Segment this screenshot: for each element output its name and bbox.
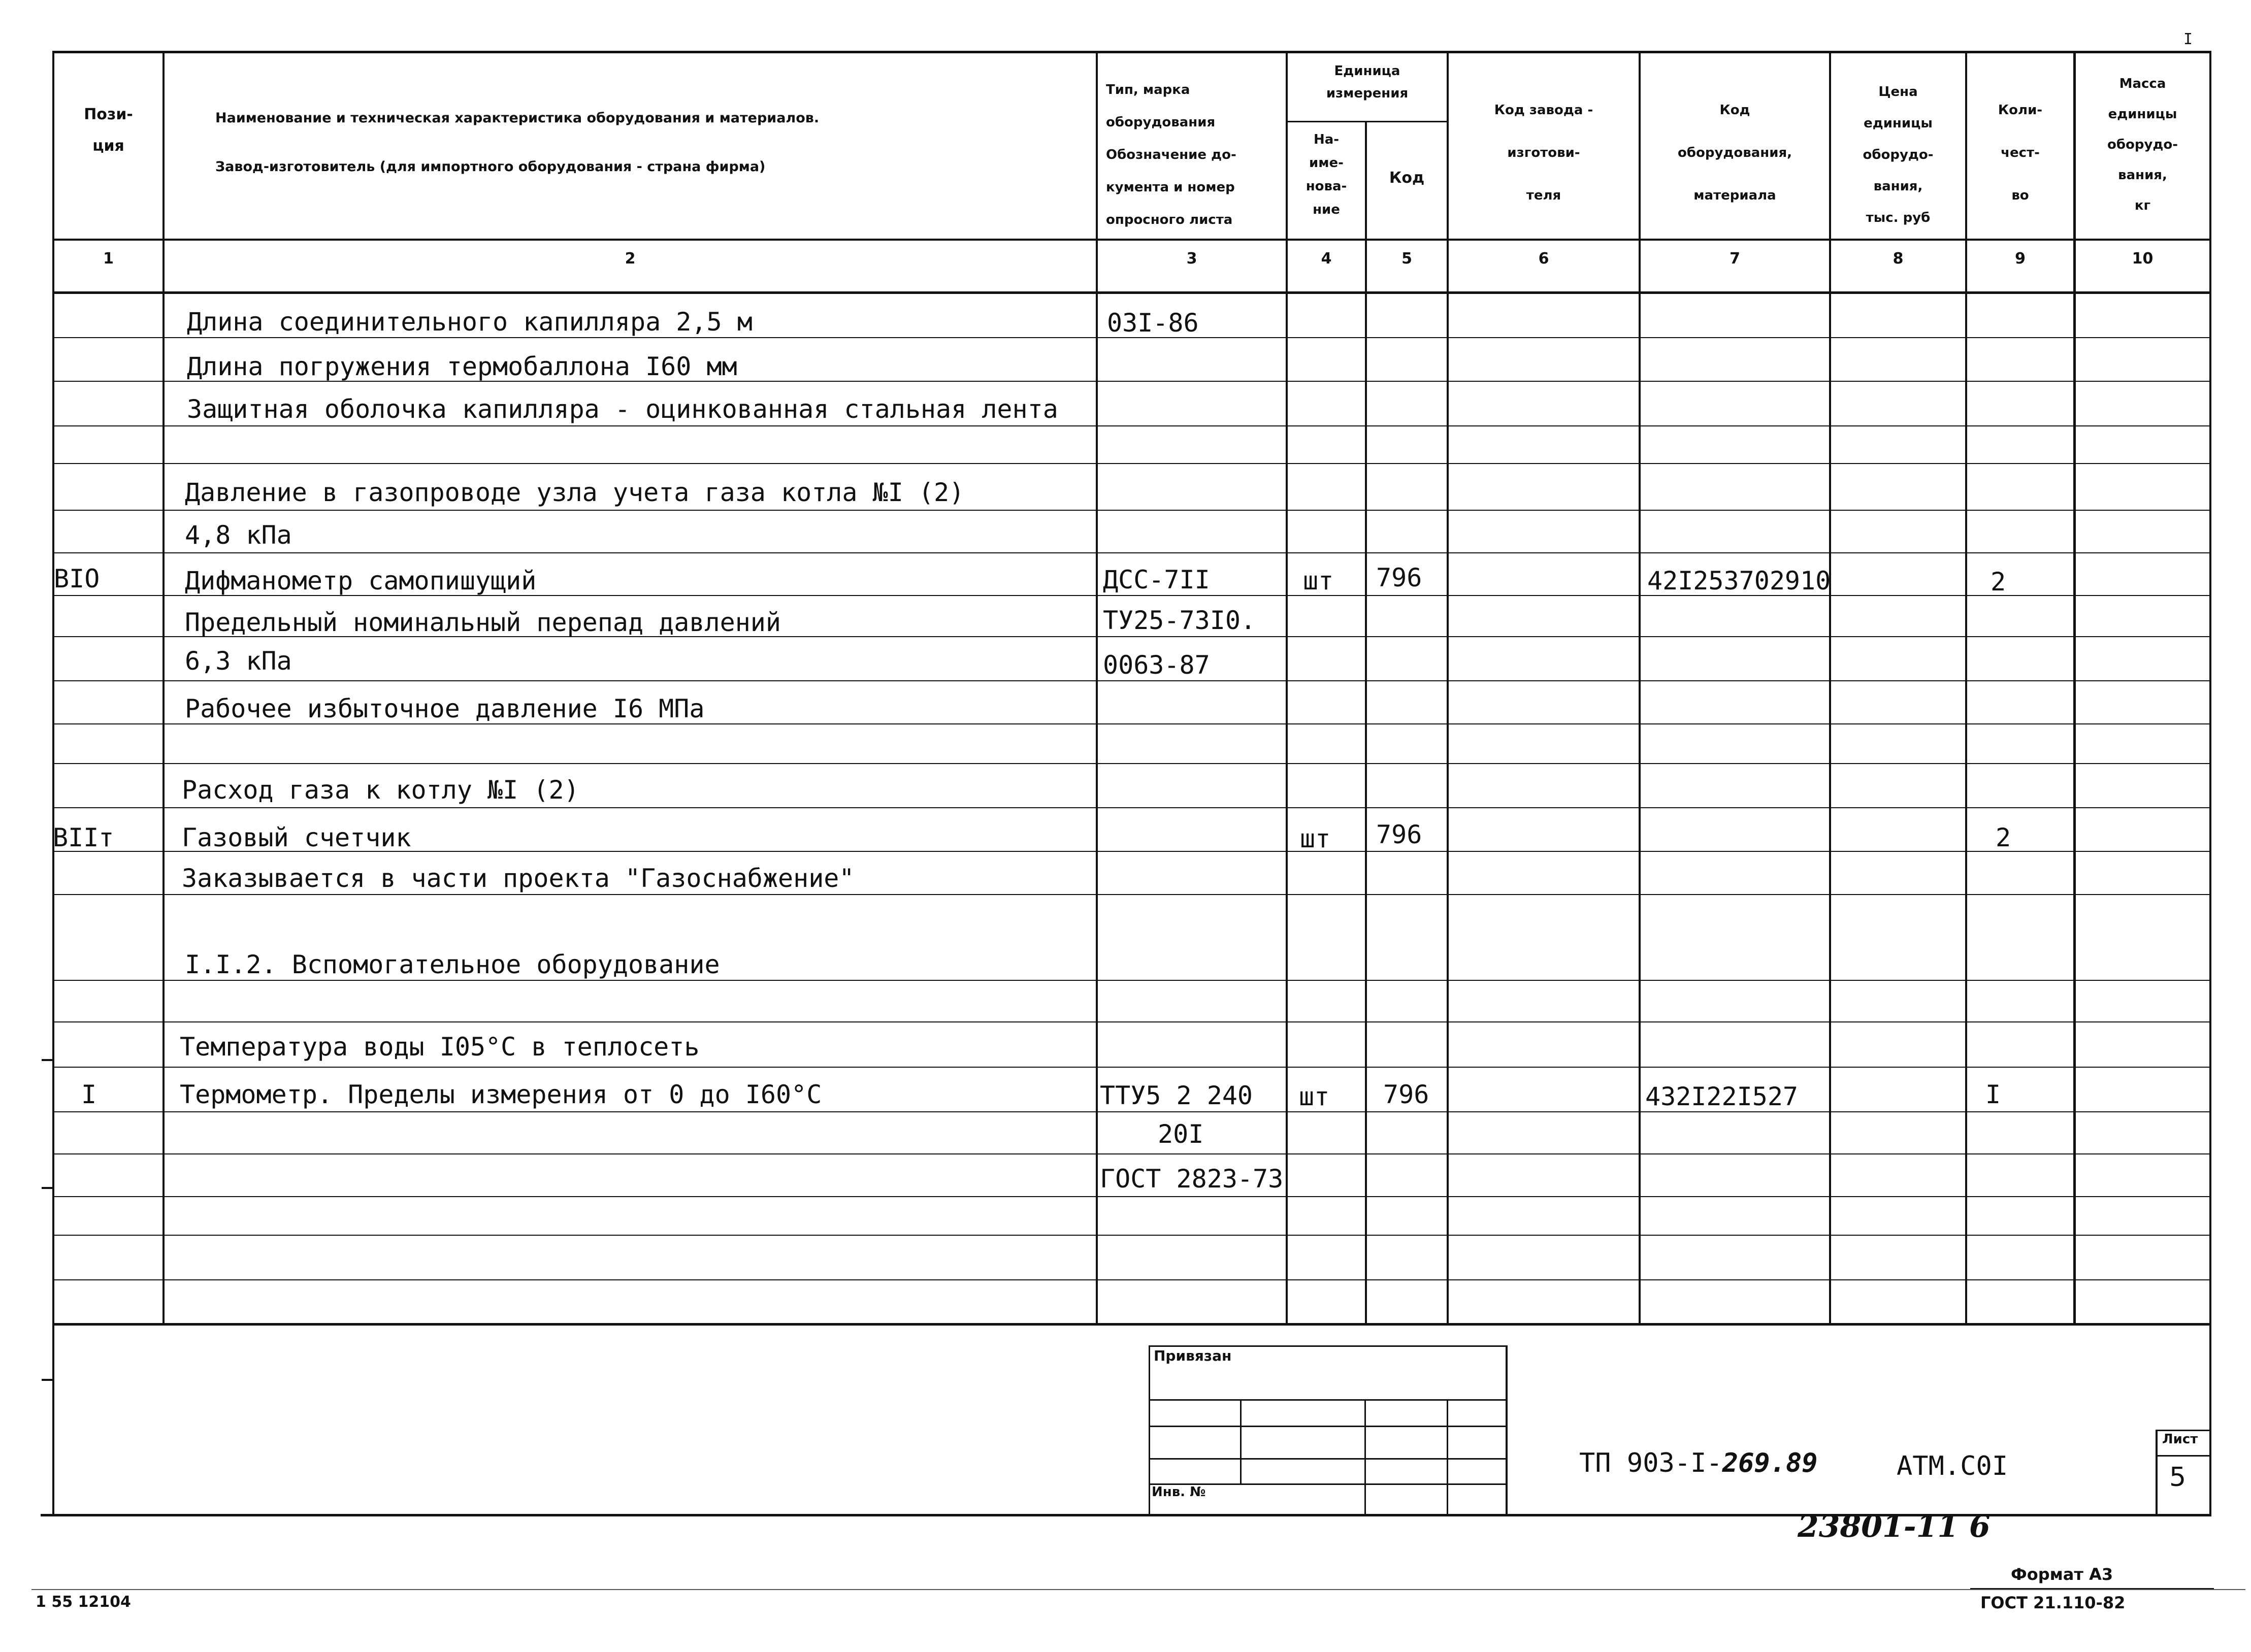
row-name: Дифманометр самопишущий <box>185 566 537 596</box>
gost-label: ГОСТ 21.110-82 <box>1980 1593 2126 1612</box>
row-name: Температура воды I05°C в теплосеть <box>180 1032 700 1062</box>
row-quantity: 2 <box>1991 567 2006 597</box>
row-name: Длина соединительного капилляра 2,5 м <box>187 307 753 337</box>
col-number: 9 <box>2015 250 2026 268</box>
row-type: ДСС-7II <box>1103 565 1210 594</box>
col-line-1 <box>162 51 165 1326</box>
col-line-3 <box>1286 51 1288 1326</box>
header-unit-code: Код <box>1389 169 1425 187</box>
header-numbers-border <box>52 291 2211 294</box>
header-unit-name: На- име- нова- ние <box>1306 132 1347 217</box>
row-name: Защитная оболочка капилляра - оцинкованная стальная лента <box>187 394 1058 424</box>
header-equipment-code: Код оборудования, материала <box>1677 103 1792 203</box>
corner-mark: I <box>2183 30 2193 48</box>
row-name: Расход газа к котлу №I (2) <box>182 775 579 805</box>
header-quantity: Коли- чест- во <box>1998 103 2043 203</box>
row-unit-code: 796 <box>1376 820 1422 849</box>
col-line-6 <box>1639 51 1641 1326</box>
row-equipment-code: 432I22I527 <box>1645 1082 1799 1111</box>
stamp-line <box>1149 1426 1507 1427</box>
document-code: ТП 903-I-269.89 <box>1579 1448 1818 1478</box>
col-line-7 <box>1829 51 1831 1326</box>
row-name: Заказывается в части проекта "Газоснабжение" <box>182 864 855 893</box>
col-number: 6 <box>1538 250 1549 268</box>
header-type: Тип, марка оборудования Обозначение до- кумента и номер опросного листа <box>1106 82 1236 227</box>
margin-tick <box>42 1187 53 1189</box>
row-unit: шт <box>1299 1082 1330 1111</box>
row-quantity: 2 <box>1996 823 2011 852</box>
row-position: BIO <box>54 564 100 593</box>
col-number: 4 <box>1321 250 1332 268</box>
col-number: 3 <box>1186 250 1197 268</box>
row-name: Длина погружения термобаллона I60 мм <box>187 352 737 381</box>
row-position: BIIт <box>53 823 114 852</box>
col-line-5 <box>1447 51 1449 1326</box>
col-number: 10 <box>2132 250 2154 268</box>
col-line-10 <box>2209 51 2211 1326</box>
stamp-col <box>1364 1399 1366 1516</box>
row-type: ТУ25-73I0. <box>1103 606 1256 635</box>
row-type: 0063-87 <box>1103 650 1210 680</box>
col-number: 7 <box>1730 250 1740 268</box>
stamp-inventory: Инв. № <box>1152 1484 1206 1500</box>
stamp-privyazan: Привязан <box>1154 1347 1232 1364</box>
row-name: 4,8 кПа <box>185 520 292 550</box>
stamp-box-left <box>1149 1345 1150 1516</box>
row-name: Термометр. Пределы измерения от 0 до I60°C <box>180 1080 822 1109</box>
row-name: Давление в газопроводе узла учета газа котла №I (2) <box>185 478 965 507</box>
col-line-2 <box>1096 51 1098 1326</box>
sheet-box-divider <box>2156 1455 2211 1457</box>
outer-right-border <box>2209 1323 2211 1516</box>
stamp-col <box>1240 1399 1242 1484</box>
row-name: Газовый счетчик <box>182 823 411 852</box>
row-unit: шт <box>1303 566 1334 596</box>
row-quantity: I <box>1985 1080 2001 1109</box>
stamp-box-right <box>1506 1345 1508 1516</box>
row-type: 20I <box>1158 1119 1204 1149</box>
header-bottom-border <box>52 239 2211 241</box>
row-type: 03I-86 <box>1107 308 1199 338</box>
outer-left-border <box>52 1323 54 1516</box>
col-line-0 <box>52 51 54 1326</box>
header-position: Пози- ция <box>84 106 133 155</box>
footer-left-rule <box>31 1589 2245 1590</box>
left-code: 1 55 12104 <box>36 1593 131 1611</box>
sheet-box-top <box>2156 1430 2211 1431</box>
row-position: I <box>81 1080 97 1109</box>
col-number: 5 <box>1401 250 1412 268</box>
header-factory-code: Код завода - изготови- теля <box>1494 103 1593 203</box>
row-unit-code: 796 <box>1383 1080 1429 1109</box>
col-line-8 <box>1965 51 1967 1326</box>
row-unit-code: 796 <box>1376 563 1422 592</box>
col-number: 2 <box>625 250 636 268</box>
col-line-9 <box>2073 51 2076 1326</box>
row-type: ГОСТ 2823-73 <box>1100 1164 1284 1194</box>
margin-tick <box>42 1059 53 1061</box>
stamp-line <box>1149 1399 1507 1401</box>
row-name: I.I.2. Вспомогательное оборудование <box>185 950 720 979</box>
header-name: Наименование и техническая характеристика оборудования и материалов. Завод-изготовитель (для импортного оборудования - страна фирма) <box>215 110 820 175</box>
col-number: 1 <box>103 250 114 268</box>
document-mark: АТМ.С0I <box>1897 1451 2008 1481</box>
row-unit: шт <box>1300 824 1331 853</box>
unit-group-divider <box>1287 121 1447 122</box>
table-bottom-border <box>52 1323 2211 1326</box>
format-label: Формат А3 <box>2011 1565 2113 1584</box>
header-price: Цена единицы оборудо- вания, тыс. руб <box>1863 84 1934 225</box>
handwritten-inventory-number: 23801-11 6 <box>1798 1509 1991 1544</box>
col-number: 8 <box>1893 250 1904 268</box>
sheet-box-left <box>2156 1430 2158 1516</box>
stamp-box-top <box>1149 1345 1507 1347</box>
row-equipment-code: 42I253702910 <box>1647 566 1831 596</box>
sheet-label: Лист <box>2162 1432 2198 1447</box>
row-type: ТТУ5 2 240 <box>1100 1081 1253 1110</box>
row-name: Предельный номинальный перепад давлений <box>185 608 781 637</box>
row-name: Рабочее избыточное давление I6 МПа <box>185 694 705 723</box>
stamp-col <box>1447 1399 1448 1516</box>
table-top-border <box>52 51 2211 53</box>
sheet-number: 5 <box>2169 1462 2187 1493</box>
header-mass: Масса единицы оборудо- вания, кг <box>2107 76 2178 213</box>
header-unit-group: Единица измерения <box>1326 63 1409 101</box>
margin-tick <box>42 1379 53 1381</box>
stamp-line <box>1149 1458 1507 1460</box>
row-name: 6,3 кПа <box>185 646 292 676</box>
